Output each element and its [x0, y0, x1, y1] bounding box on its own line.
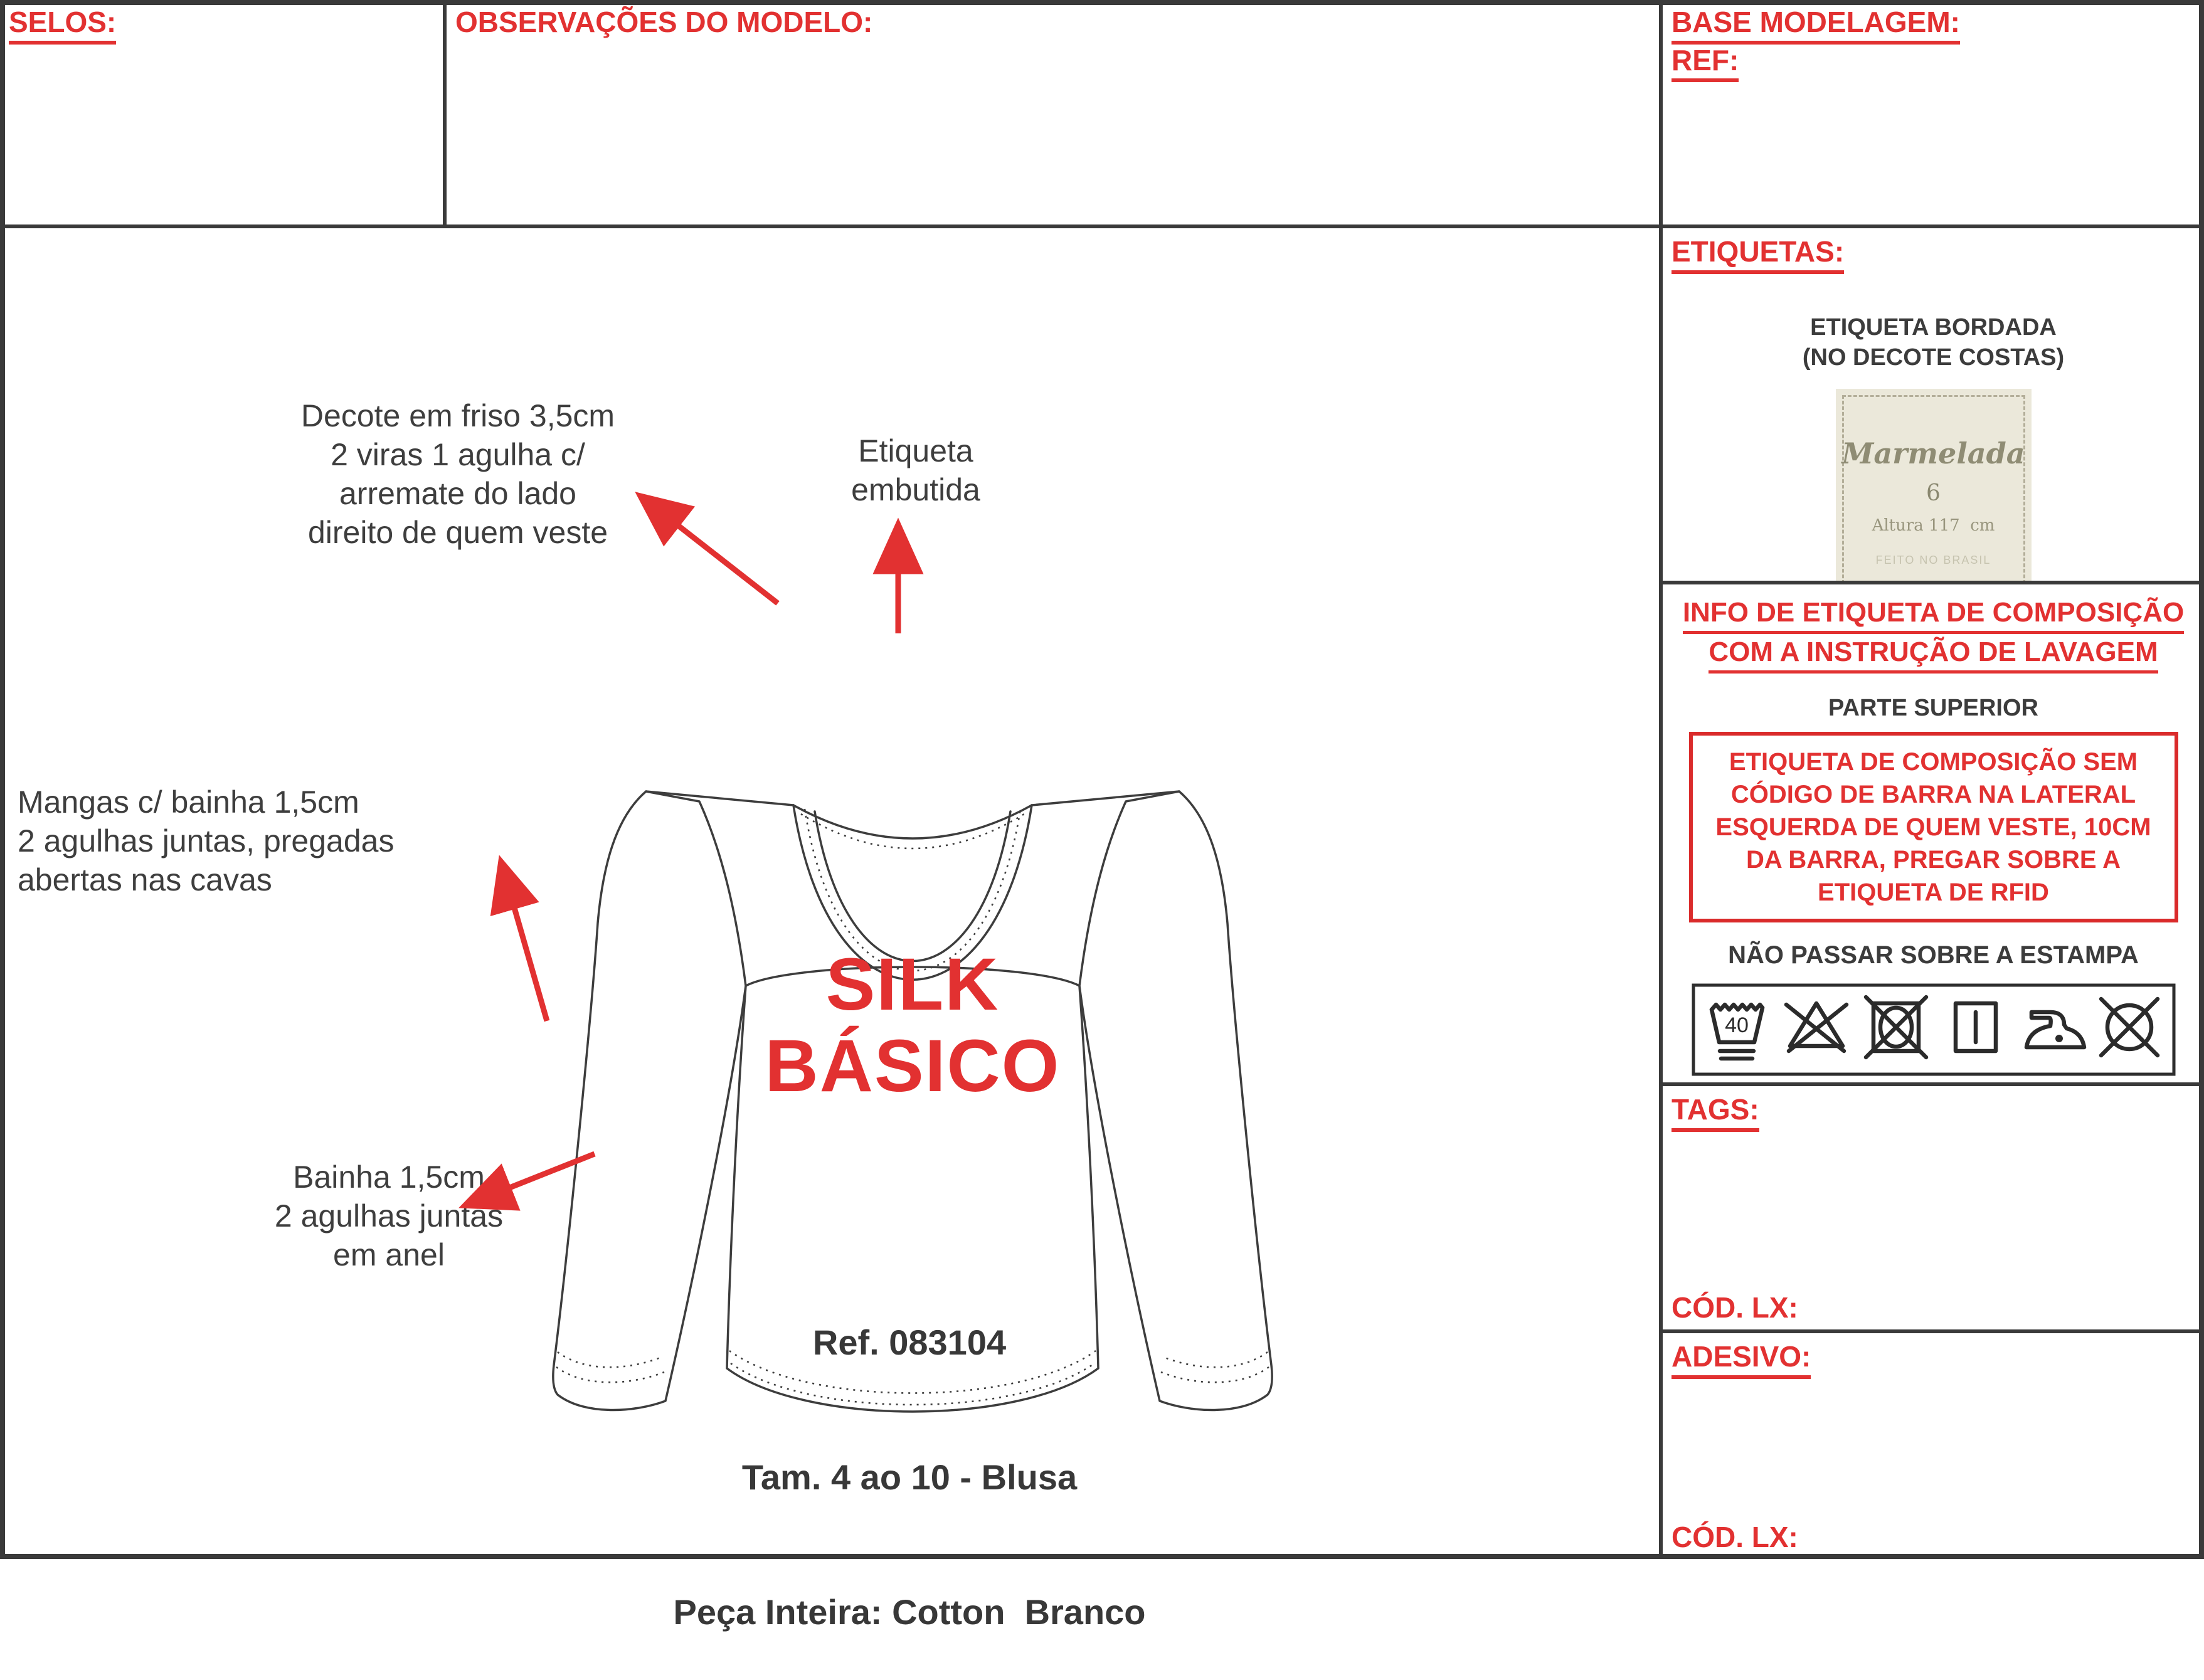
note-line: Mangas c/ bainha 1,5cm	[18, 785, 359, 820]
parte-superior-label: PARTE SUPERIOR	[1828, 695, 2038, 722]
ref-title: REF:	[1672, 45, 2195, 83]
brand-name: Marmelada	[1841, 436, 2025, 470]
composition-instruction-box: ETIQUETA DE COMPOSIÇÃO SEM CÓDIGO DE BARRA NA LATERAL ESQUERDA DE QUEM VESTE, 10CM DA BARRA, PREGAR SOBRE A ETIQUETA DE RFID	[1689, 732, 2178, 922]
caption-line: ETIQUETA BORDADA	[1810, 314, 2057, 341]
adesivo-title: ADESIVO:	[1672, 1340, 1811, 1373]
note-line: embutida	[851, 472, 980, 507]
estampa-warning: NÃO PASSAR SOBRE A ESTAMPA	[1728, 941, 2139, 969]
size-range: Tam. 4 ao 10 - Blusa	[741, 1457, 1078, 1498]
note-line: abertas nas cavas	[18, 862, 272, 897]
note-line: Etiqueta	[858, 433, 973, 468]
note-line: direito de quem veste	[307, 515, 608, 550]
base-modelagem-title: BASE MODELAGEM:	[1672, 6, 2195, 45]
note-line: 2 agulhas juntas, pregadas	[18, 823, 395, 858]
info-title-line: INFO DE ETIQUETA DE COMPOSIÇÃO	[1663, 594, 2204, 634]
note-line: arremate do lado	[339, 476, 576, 511]
note-line: Decote em friso 3,5cm	[300, 398, 615, 433]
ref-number: Ref. 083104	[812, 1323, 1007, 1363]
info-title-line: COM A INSTRUÇÃO DE LAVAGEM	[1663, 634, 2204, 674]
etiquetas-title: ETIQUETAS:	[1672, 235, 1844, 268]
note-line: Bainha 1,5cm	[293, 1160, 485, 1195]
tags-title: TAGS:	[1672, 1093, 1759, 1126]
note-line: em anel	[333, 1237, 445, 1272]
label-size: 6	[1926, 480, 1941, 506]
label-origin: FEITO NO BRASIL	[1875, 554, 1991, 566]
caption-line: (NO DECOTE COSTAS)	[1802, 344, 2065, 371]
fabric-color: Peça Inteira: Cotton Branco	[673, 1592, 1146, 1632]
note-line: 2 agulhas juntas	[274, 1198, 504, 1234]
selos-title: SELOS:	[9, 6, 116, 38]
observacoes-title: OBSERVAÇÕES DO MODELO:	[455, 6, 873, 38]
label-height: Altura 117 cm	[1872, 516, 1995, 535]
adesivo-cod-lx-label: CÓD. LX:	[1672, 1521, 1798, 1553]
wash-temperature: 40	[1724, 1013, 1749, 1038]
tags-cod-lx-label: CÓD. LX:	[1672, 1291, 1798, 1324]
print-line-2: BÁSICO	[765, 1024, 1061, 1107]
print-line-1: SILK	[825, 943, 1000, 1026]
note-line: 2 viras 1 agulha c/	[331, 437, 585, 472]
